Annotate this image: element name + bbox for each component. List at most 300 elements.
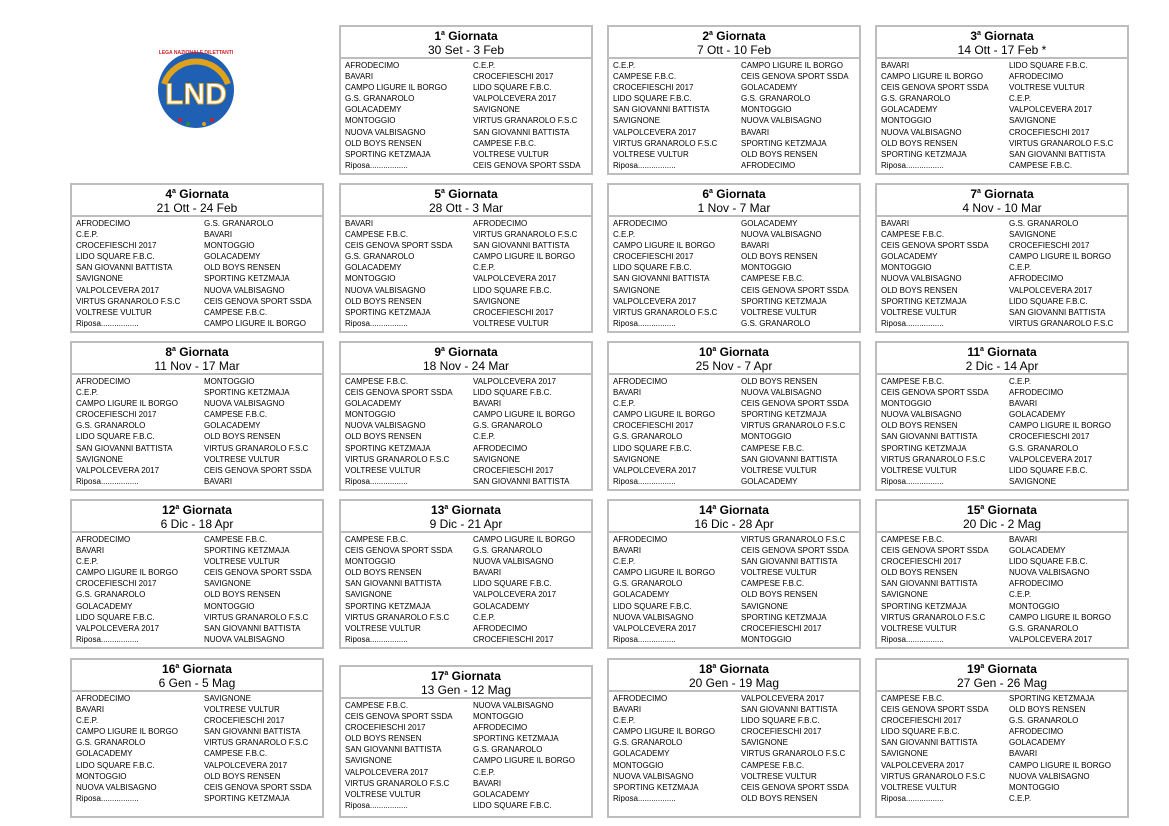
home-team: CAMPO LIGURE IL BORGO bbox=[76, 399, 178, 409]
round-card-10 bbox=[607, 341, 861, 491]
home-team: CAMPO LIGURE IL BORGO bbox=[613, 241, 715, 251]
home-team: VIRTUS GRANAROLO F.S.C bbox=[881, 771, 986, 781]
away-team: NUOVA VALBISAGNO bbox=[204, 285, 285, 295]
home-team: BAVARI bbox=[613, 705, 642, 715]
match-row bbox=[76, 771, 322, 782]
away-team: CROCEFIESCHI 2017 bbox=[741, 727, 822, 737]
home-team: LIDO SQUARE F.B.C. bbox=[613, 94, 692, 104]
away-team: CEIS GENOVA SPORT SSDA bbox=[473, 160, 581, 170]
away-team: CAMPESE F.B.C. bbox=[204, 535, 268, 544]
away-team: MONTOGGIO bbox=[1009, 601, 1060, 611]
away-team: MONTOGGIO bbox=[741, 263, 792, 273]
match-row bbox=[76, 240, 322, 251]
away-team: OLD BOYS RENSEN bbox=[204, 590, 281, 600]
match-row bbox=[881, 93, 1127, 104]
match-row bbox=[345, 307, 591, 318]
round-dates: 1 Nov - 7 Mar bbox=[697, 201, 771, 215]
round-label: Giornata bbox=[716, 187, 766, 201]
round-label: Giornata bbox=[179, 187, 229, 201]
match-row bbox=[345, 115, 591, 126]
match-row bbox=[345, 82, 591, 93]
match-row bbox=[881, 240, 1127, 251]
away-team: CAMPO LIGURE IL BORGO bbox=[473, 252, 575, 262]
away-team: CEIS GENOVA SPORT SSDA bbox=[204, 296, 312, 306]
round-title bbox=[877, 29, 1127, 43]
round-ordinal: a bbox=[444, 504, 449, 511]
away-team: BAVARI bbox=[741, 127, 770, 137]
match-row bbox=[881, 726, 1127, 737]
round-label: Giornata bbox=[716, 29, 766, 43]
away-team: AFRODECIMO bbox=[1009, 579, 1064, 589]
away-team: VOLTRESE VULTUR bbox=[741, 568, 817, 578]
home-team: C.E.P. bbox=[613, 61, 636, 70]
away-team: AFRODECIMO bbox=[1009, 274, 1064, 284]
match-list bbox=[609, 533, 859, 647]
rest-row bbox=[345, 634, 591, 645]
round-dates: 27 Gen - 26 Mag bbox=[956, 676, 1048, 690]
round-title bbox=[609, 187, 859, 201]
home-team: Riposa................. bbox=[345, 476, 408, 486]
home-team: C.E.P. bbox=[76, 557, 99, 567]
away-team: BAVARI bbox=[473, 399, 502, 409]
away-team: CAMPESE F.B.C. bbox=[204, 749, 268, 759]
home-team: C.E.P. bbox=[76, 388, 99, 398]
home-team: CEIS GENOVA SPORT SSDA bbox=[345, 241, 453, 251]
away-team: NUOVA VALBISAGNO bbox=[204, 399, 285, 409]
round-title bbox=[72, 345, 322, 359]
away-team: VALPOLCEVERA 2017 bbox=[204, 760, 288, 770]
away-team: OLD BOYS RENSEN bbox=[1009, 705, 1086, 715]
home-team: CAMPESE F.B.C. bbox=[881, 377, 945, 386]
home-team: SPORTING KETZMAJA bbox=[613, 782, 699, 792]
match-row bbox=[881, 262, 1127, 273]
away-team: GOLACADEMY bbox=[1009, 410, 1066, 420]
match-list bbox=[72, 217, 322, 331]
home-team: CEIS GENOVA SPORT SSDA bbox=[881, 388, 989, 398]
round-dates: 20 Dic - 2 Mag bbox=[962, 517, 1042, 531]
match-row bbox=[345, 240, 591, 251]
match-row bbox=[76, 782, 322, 793]
match-row bbox=[881, 82, 1127, 93]
match-list bbox=[877, 533, 1127, 647]
round-card-5 bbox=[339, 183, 593, 333]
away-team: CAMPO LIGURE IL BORGO bbox=[473, 535, 575, 544]
away-team: LIDO SQUARE F.B.C. bbox=[473, 388, 552, 398]
home-team: BAVARI bbox=[76, 546, 105, 556]
match-row bbox=[613, 218, 859, 229]
away-team: MONTOGGIO bbox=[1009, 782, 1060, 792]
away-team: SAVIGNONE bbox=[741, 738, 788, 748]
home-team: NUOVA VALBISAGNO bbox=[881, 127, 962, 137]
round-dates: 7 Ott - 10 Feb bbox=[696, 43, 772, 57]
match-row bbox=[881, 398, 1127, 409]
away-team: C.E.P. bbox=[473, 263, 496, 273]
match-list bbox=[609, 59, 859, 173]
round-card-6 bbox=[607, 183, 861, 333]
match-row bbox=[76, 443, 322, 454]
match-row bbox=[345, 149, 591, 160]
match-row bbox=[881, 623, 1127, 634]
home-team: GOLACADEMY bbox=[345, 105, 402, 115]
round-number: 12 bbox=[162, 503, 176, 517]
home-team: C.E.P. bbox=[76, 716, 99, 726]
round-header bbox=[72, 185, 322, 217]
round-number: 4 bbox=[165, 187, 173, 201]
home-team: LIDO SQUARE F.B.C. bbox=[613, 601, 692, 611]
match-row bbox=[613, 771, 859, 782]
round-number: 15 bbox=[967, 503, 981, 517]
match-row bbox=[345, 229, 591, 240]
match-row bbox=[881, 601, 1127, 612]
home-team: OLD BOYS RENSEN bbox=[345, 138, 422, 148]
away-team: BAVARI bbox=[1009, 749, 1038, 759]
round-label: Giornata bbox=[719, 345, 769, 359]
away-team: SAN GIOVANNI BATTISTA bbox=[741, 454, 838, 464]
away-team: SAVIGNONE bbox=[473, 105, 520, 115]
away-team: CROCEFIESCHI 2017 bbox=[1009, 127, 1090, 137]
home-team: BAVARI bbox=[881, 219, 910, 228]
away-team: VIRTUS GRANAROLO F.S.C bbox=[741, 421, 846, 431]
away-team: SAN GIOVANNI BATTISTA bbox=[473, 241, 570, 251]
home-team: CEIS GENOVA SPORT SSDA bbox=[345, 546, 453, 556]
round-label: Giornata bbox=[719, 503, 769, 517]
round-label: Giornata bbox=[451, 503, 501, 517]
round-header bbox=[609, 343, 859, 375]
match-list bbox=[877, 375, 1127, 489]
away-team: SPORTING KETZMAJA bbox=[1009, 694, 1095, 703]
match-row bbox=[345, 755, 591, 766]
away-team: VOLTRESE VULTUR bbox=[741, 465, 817, 475]
away-team: SAVIGNONE bbox=[473, 454, 520, 464]
away-team: OLD BOYS RENSEN bbox=[204, 432, 281, 442]
round-number: 5 bbox=[434, 187, 442, 201]
match-row bbox=[76, 262, 322, 273]
away-team: SAN GIOVANNI BATTISTA bbox=[204, 623, 301, 633]
home-team: Riposa................. bbox=[613, 793, 676, 803]
round-card-11 bbox=[875, 341, 1129, 491]
round-title bbox=[72, 187, 322, 201]
home-team: NUOVA VALBISAGNO bbox=[881, 274, 962, 284]
match-row bbox=[613, 760, 859, 771]
round-title bbox=[609, 345, 859, 359]
round-number: 9 bbox=[434, 345, 442, 359]
away-team: SAVIGNONE bbox=[204, 694, 251, 703]
away-team: LIDO SQUARE F.B.C. bbox=[473, 285, 552, 295]
match-row bbox=[881, 104, 1127, 115]
home-team: OLD BOYS RENSEN bbox=[345, 734, 422, 744]
match-row bbox=[76, 737, 322, 748]
away-team: OLD BOYS RENSEN bbox=[204, 263, 281, 273]
round-header bbox=[72, 343, 322, 375]
round-dates: 25 Nov - 7 Apr bbox=[695, 359, 773, 373]
match-row bbox=[345, 778, 591, 789]
home-team: CROCEFIESCHI 2017 bbox=[76, 579, 157, 589]
away-team: AFRODECIMO bbox=[473, 623, 528, 633]
home-team: AFRODECIMO bbox=[76, 219, 131, 228]
match-row bbox=[613, 262, 859, 273]
away-team: SPORTING KETZMAJA bbox=[204, 388, 290, 398]
match-list bbox=[609, 375, 859, 489]
home-team: VOLTRESE VULTUR bbox=[76, 307, 152, 317]
round-number: 2 bbox=[702, 29, 710, 43]
home-team: CEIS GENOVA SPORT SSDA bbox=[881, 705, 989, 715]
home-team: VOLTRESE VULTUR bbox=[881, 465, 957, 475]
home-team: NUOVA VALBISAGNO bbox=[881, 410, 962, 420]
away-team: G.S. GRANAROLO bbox=[1009, 443, 1079, 453]
home-team: CAMPESE F.B.C. bbox=[345, 377, 409, 386]
match-row bbox=[613, 726, 859, 737]
match-row bbox=[76, 726, 322, 737]
away-team: MONTOGGIO bbox=[741, 432, 792, 442]
home-team: VOLTRESE VULTUR bbox=[881, 623, 957, 633]
match-row bbox=[881, 693, 1127, 704]
match-row bbox=[881, 251, 1127, 262]
away-team: BAVARI bbox=[1009, 535, 1038, 544]
match-row bbox=[881, 376, 1127, 387]
away-team: MONTOGGIO bbox=[204, 377, 255, 386]
round-dates: 13 Gen - 12 Mag bbox=[420, 683, 512, 697]
match-row bbox=[613, 612, 859, 623]
match-row bbox=[613, 556, 859, 567]
match-row bbox=[881, 760, 1127, 771]
match-row bbox=[345, 733, 591, 744]
away-team: AFRODECIMO bbox=[1009, 727, 1064, 737]
rest-row bbox=[881, 318, 1127, 329]
away-team: CEIS GENOVA SPORT SSDA bbox=[204, 465, 312, 475]
round-label: Giornata bbox=[987, 345, 1037, 359]
away-team: CROCEFIESCHI 2017 bbox=[473, 465, 554, 475]
away-team: LIDO SQUARE F.B.C. bbox=[473, 800, 552, 810]
away-team: SAVIGNONE bbox=[1009, 116, 1056, 126]
match-row bbox=[345, 465, 591, 476]
match-row bbox=[881, 296, 1127, 307]
home-team: VALPOLCEVERA 2017 bbox=[76, 465, 160, 475]
away-team: C.E.P. bbox=[1009, 94, 1032, 104]
round-ordinal: a bbox=[709, 188, 713, 195]
away-team: AFRODECIMO bbox=[741, 160, 796, 170]
round-label: Giornata bbox=[179, 345, 229, 359]
home-team: SAN GIOVANNI BATTISTA bbox=[613, 105, 710, 115]
match-row bbox=[345, 218, 591, 229]
away-team: AFRODECIMO bbox=[1009, 72, 1064, 82]
match-row bbox=[613, 285, 859, 296]
home-team: Riposa................. bbox=[881, 160, 944, 170]
away-team: VALPOLCEVERA 2017 bbox=[473, 94, 557, 104]
match-row bbox=[76, 534, 322, 545]
match-row bbox=[76, 420, 322, 431]
home-team: GOLACADEMY bbox=[345, 263, 402, 273]
match-row bbox=[345, 589, 591, 600]
match-row bbox=[76, 229, 322, 240]
match-row bbox=[345, 296, 591, 307]
match-row bbox=[613, 71, 859, 82]
home-team: LIDO SQUARE F.B.C. bbox=[76, 612, 155, 622]
home-team: GOLACADEMY bbox=[881, 105, 938, 115]
home-team: SPORTING KETZMAJA bbox=[345, 443, 431, 453]
home-team: G.S. GRANAROLO bbox=[76, 738, 146, 748]
away-team: MONTOGGIO bbox=[204, 241, 255, 251]
round-ordinal: a bbox=[172, 188, 176, 195]
match-row bbox=[345, 623, 591, 634]
home-team: OLD BOYS RENSEN bbox=[881, 138, 958, 148]
rest-row bbox=[76, 318, 322, 329]
home-team: SPORTING KETZMAJA bbox=[345, 601, 431, 611]
away-team: SPORTING KETZMAJA bbox=[741, 612, 827, 622]
home-team: SAVIGNONE bbox=[345, 756, 392, 766]
home-team: SAN GIOVANNI BATTISTA bbox=[76, 263, 173, 273]
match-row bbox=[345, 789, 591, 800]
home-team: G.S. GRANAROLO bbox=[613, 579, 683, 589]
match-row bbox=[881, 737, 1127, 748]
logo-subtext: LEGA NAZIONALE DILETTANTI bbox=[158, 50, 234, 56]
match-row bbox=[881, 115, 1127, 126]
match-row bbox=[345, 454, 591, 465]
away-team: VALPOLCEVERA 2017 bbox=[1009, 634, 1093, 644]
home-team: Riposa................. bbox=[613, 476, 676, 486]
round-card-16 bbox=[70, 658, 324, 818]
match-row bbox=[881, 771, 1127, 782]
match-row bbox=[613, 601, 859, 612]
away-team: LIDO SQUARE F.B.C. bbox=[1009, 296, 1088, 306]
home-team: SAN GIOVANNI BATTISTA bbox=[881, 432, 978, 442]
round-card-2 bbox=[607, 25, 861, 175]
round-dates: 28 Ott - 3 Mar bbox=[428, 201, 504, 215]
match-row bbox=[881, 534, 1127, 545]
round-title bbox=[877, 662, 1127, 676]
rest-row bbox=[613, 160, 859, 171]
home-team: C.E.P. bbox=[613, 399, 636, 409]
round-dates: 16 Dic - 28 Apr bbox=[694, 517, 774, 531]
home-team: BAVARI bbox=[613, 546, 642, 556]
home-team: G.S. GRANAROLO bbox=[76, 421, 146, 431]
away-team: SAN GIOVANNI BATTISTA bbox=[473, 127, 570, 137]
match-row bbox=[76, 567, 322, 578]
rest-row bbox=[613, 634, 859, 645]
away-team: GOLACADEMY bbox=[741, 219, 798, 228]
round-card-8 bbox=[70, 341, 324, 491]
home-team: CEIS GENOVA SPORT SSDA bbox=[881, 83, 989, 93]
away-team: G.S. GRANAROLO bbox=[1009, 623, 1079, 633]
round-label: Giornata bbox=[448, 29, 498, 43]
match-row bbox=[345, 744, 591, 755]
round-label: Giornata bbox=[984, 187, 1034, 201]
away-team: BAVARI bbox=[204, 230, 233, 240]
home-team: VALPOLCEVERA 2017 bbox=[76, 285, 160, 295]
away-team: MONTOGGIO bbox=[204, 601, 255, 611]
round-card-19 bbox=[875, 658, 1129, 818]
away-team: CROCEFIESCHI 2017 bbox=[473, 72, 554, 82]
match-row bbox=[881, 715, 1127, 726]
match-row bbox=[881, 307, 1127, 318]
away-team: VALPOLCEVERA 2017 bbox=[1009, 454, 1093, 464]
match-row bbox=[881, 748, 1127, 759]
home-team: VALPOLCEVERA 2017 bbox=[881, 760, 965, 770]
home-team: BAVARI bbox=[76, 705, 105, 715]
round-ordinal: a bbox=[712, 346, 717, 353]
round-dates: 9 Dic - 21 Apr bbox=[429, 517, 503, 531]
home-team: SPORTING KETZMAJA bbox=[345, 149, 431, 159]
away-team: LIDO SQUARE F.B.C. bbox=[473, 83, 552, 93]
round-card-7 bbox=[875, 183, 1129, 333]
away-team: VALPOLCEVERA 2017 bbox=[741, 694, 825, 703]
home-team: C.E.P. bbox=[613, 230, 636, 240]
match-row bbox=[613, 82, 859, 93]
home-team: CROCEFIESCHI 2017 bbox=[76, 410, 157, 420]
round-title bbox=[341, 345, 591, 359]
match-row bbox=[613, 465, 859, 476]
home-team: SAVIGNONE bbox=[76, 274, 123, 284]
match-row bbox=[881, 420, 1127, 431]
home-team: CAMPESE F.B.C. bbox=[345, 230, 409, 240]
round-number: 18 bbox=[699, 662, 713, 676]
match-row bbox=[345, 612, 591, 623]
home-team: AFRODECIMO bbox=[345, 61, 400, 70]
round-header bbox=[609, 185, 859, 217]
home-team: BAVARI bbox=[613, 388, 642, 398]
away-team: CAMPESE F.B.C. bbox=[741, 579, 805, 589]
round-header bbox=[341, 501, 591, 533]
round-number: 16 bbox=[162, 662, 176, 676]
match-row bbox=[613, 693, 859, 704]
home-team: GOLACADEMY bbox=[613, 590, 670, 600]
round-title bbox=[877, 345, 1127, 359]
home-team: C.E.P. bbox=[613, 716, 636, 726]
away-team: VOLTRESE VULTUR bbox=[1009, 83, 1085, 93]
home-team: AFRODECIMO bbox=[613, 535, 668, 544]
away-team: C.E.P. bbox=[1009, 793, 1032, 803]
match-row bbox=[345, 700, 591, 711]
away-team: VIRTUS GRANAROLO F.S.C bbox=[741, 535, 846, 544]
away-team: NUOVA VALBISAGNO bbox=[741, 388, 822, 398]
home-team: SAVIGNONE bbox=[613, 116, 660, 126]
logo-text: LND bbox=[165, 78, 227, 111]
round-label: Giornata bbox=[984, 29, 1034, 43]
away-team: OLD BOYS RENSEN bbox=[741, 793, 818, 803]
round-card-13 bbox=[339, 499, 593, 649]
home-team: VALPOLCEVERA 2017 bbox=[613, 465, 697, 475]
away-team: G.S. GRANAROLO bbox=[741, 94, 811, 104]
home-team: CAMPO LIGURE IL BORGO bbox=[613, 727, 715, 737]
home-team: MONTOGGIO bbox=[345, 116, 396, 126]
home-team: AFRODECIMO bbox=[76, 377, 131, 386]
away-team: VIRTUS GRANAROLO F.S.C bbox=[204, 612, 309, 622]
away-team: NUOVA VALBISAGNO bbox=[204, 634, 285, 644]
home-team: OLD BOYS RENSEN bbox=[881, 421, 958, 431]
away-team: SAN GIOVANNI BATTISTA bbox=[1009, 149, 1106, 159]
home-team: Riposa................. bbox=[76, 793, 139, 803]
home-team: AFRODECIMO bbox=[76, 535, 131, 544]
home-team: CROCEFIESCHI 2017 bbox=[881, 557, 962, 567]
away-team: LIDO SQUARE F.B.C. bbox=[1009, 465, 1088, 475]
away-team: BAVARI bbox=[473, 568, 502, 578]
away-team: VIRTUS GRANAROLO F.S.C bbox=[741, 749, 846, 759]
away-team: BAVARI bbox=[1009, 399, 1038, 409]
away-team: AFRODECIMO bbox=[473, 219, 528, 228]
away-team: SAVIGNONE bbox=[1009, 230, 1056, 240]
match-row bbox=[881, 612, 1127, 623]
home-team: SPORTING KETZMAJA bbox=[881, 149, 967, 159]
away-team: G.S. GRANAROLO bbox=[1009, 219, 1079, 228]
away-team: OLD BOYS RENSEN bbox=[741, 149, 818, 159]
home-team: Riposa................. bbox=[881, 634, 944, 644]
match-row bbox=[613, 240, 859, 251]
away-team: SAVIGNONE bbox=[473, 296, 520, 306]
round-header bbox=[341, 185, 591, 217]
home-team: OLD BOYS RENSEN bbox=[881, 568, 958, 578]
away-team: SPORTING KETZMAJA bbox=[204, 793, 290, 803]
match-row bbox=[881, 782, 1127, 793]
match-row bbox=[76, 623, 322, 634]
